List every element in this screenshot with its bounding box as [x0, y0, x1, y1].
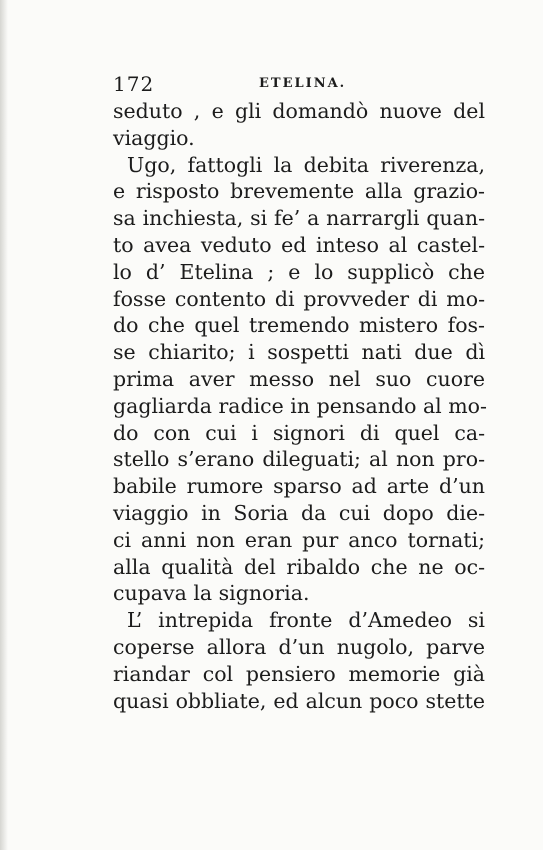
- text-line: do con cui i signori di quel ca-: [113, 420, 485, 445]
- text-line: babile rumore sparso ad arte d’un: [113, 474, 485, 499]
- text-line: fosse contento di provveder di mo-: [113, 286, 485, 311]
- text-line: quasi obbliate, ed alcun poco stette: [113, 688, 485, 713]
- text-line: alla qualità del ribaldo che ne oc-: [113, 554, 485, 579]
- paragraph-first-line: L’ intrepida fronte d’Amedeo si: [127, 608, 485, 633]
- text-line: gagliarda radice in pensando al mo-: [113, 393, 487, 418]
- text-line: ci anni non eran pur anco tornati;: [113, 527, 485, 552]
- paragraph-first-line: Ugo, fattogli la debita riverenza,: [127, 152, 485, 177]
- text-line: prima aver messo nel suo cuore: [113, 366, 485, 391]
- page-header: [113, 72, 483, 98]
- page-number: 172: [113, 72, 155, 96]
- text-line: lo d’ Etelina ; e lo supplicò che: [113, 259, 485, 284]
- text-line: coperse allora d’un nugolo, parve: [113, 634, 485, 659]
- body-text: [113, 98, 485, 714]
- text-line: sa inchiesta, si fe’ a narrargli quan-: [113, 206, 485, 231]
- text-line: riandar col pensiero memorie già: [113, 661, 485, 686]
- text-line: seduto , e gli domandò nuove del: [113, 99, 485, 123]
- text-line: e risposto brevemente alla grazio-: [113, 179, 485, 204]
- page-edge-shadow: [0, 0, 8, 850]
- text-line: cupava la signoria.: [113, 581, 310, 606]
- text-line: viaggio.: [113, 125, 195, 150]
- running-title: ETELINA.: [259, 76, 347, 91]
- text-line: to avea veduto ed inteso al castel-: [113, 232, 485, 257]
- text-line: viaggio in Soria da cui dopo die-: [113, 500, 485, 525]
- text-line: do che quel tremendo mistero fos-: [113, 313, 485, 338]
- text-line: stello s’erano dileguati; al non pro-: [113, 447, 485, 472]
- text-line: se chiarito; i sospetti nati due dì: [113, 340, 485, 365]
